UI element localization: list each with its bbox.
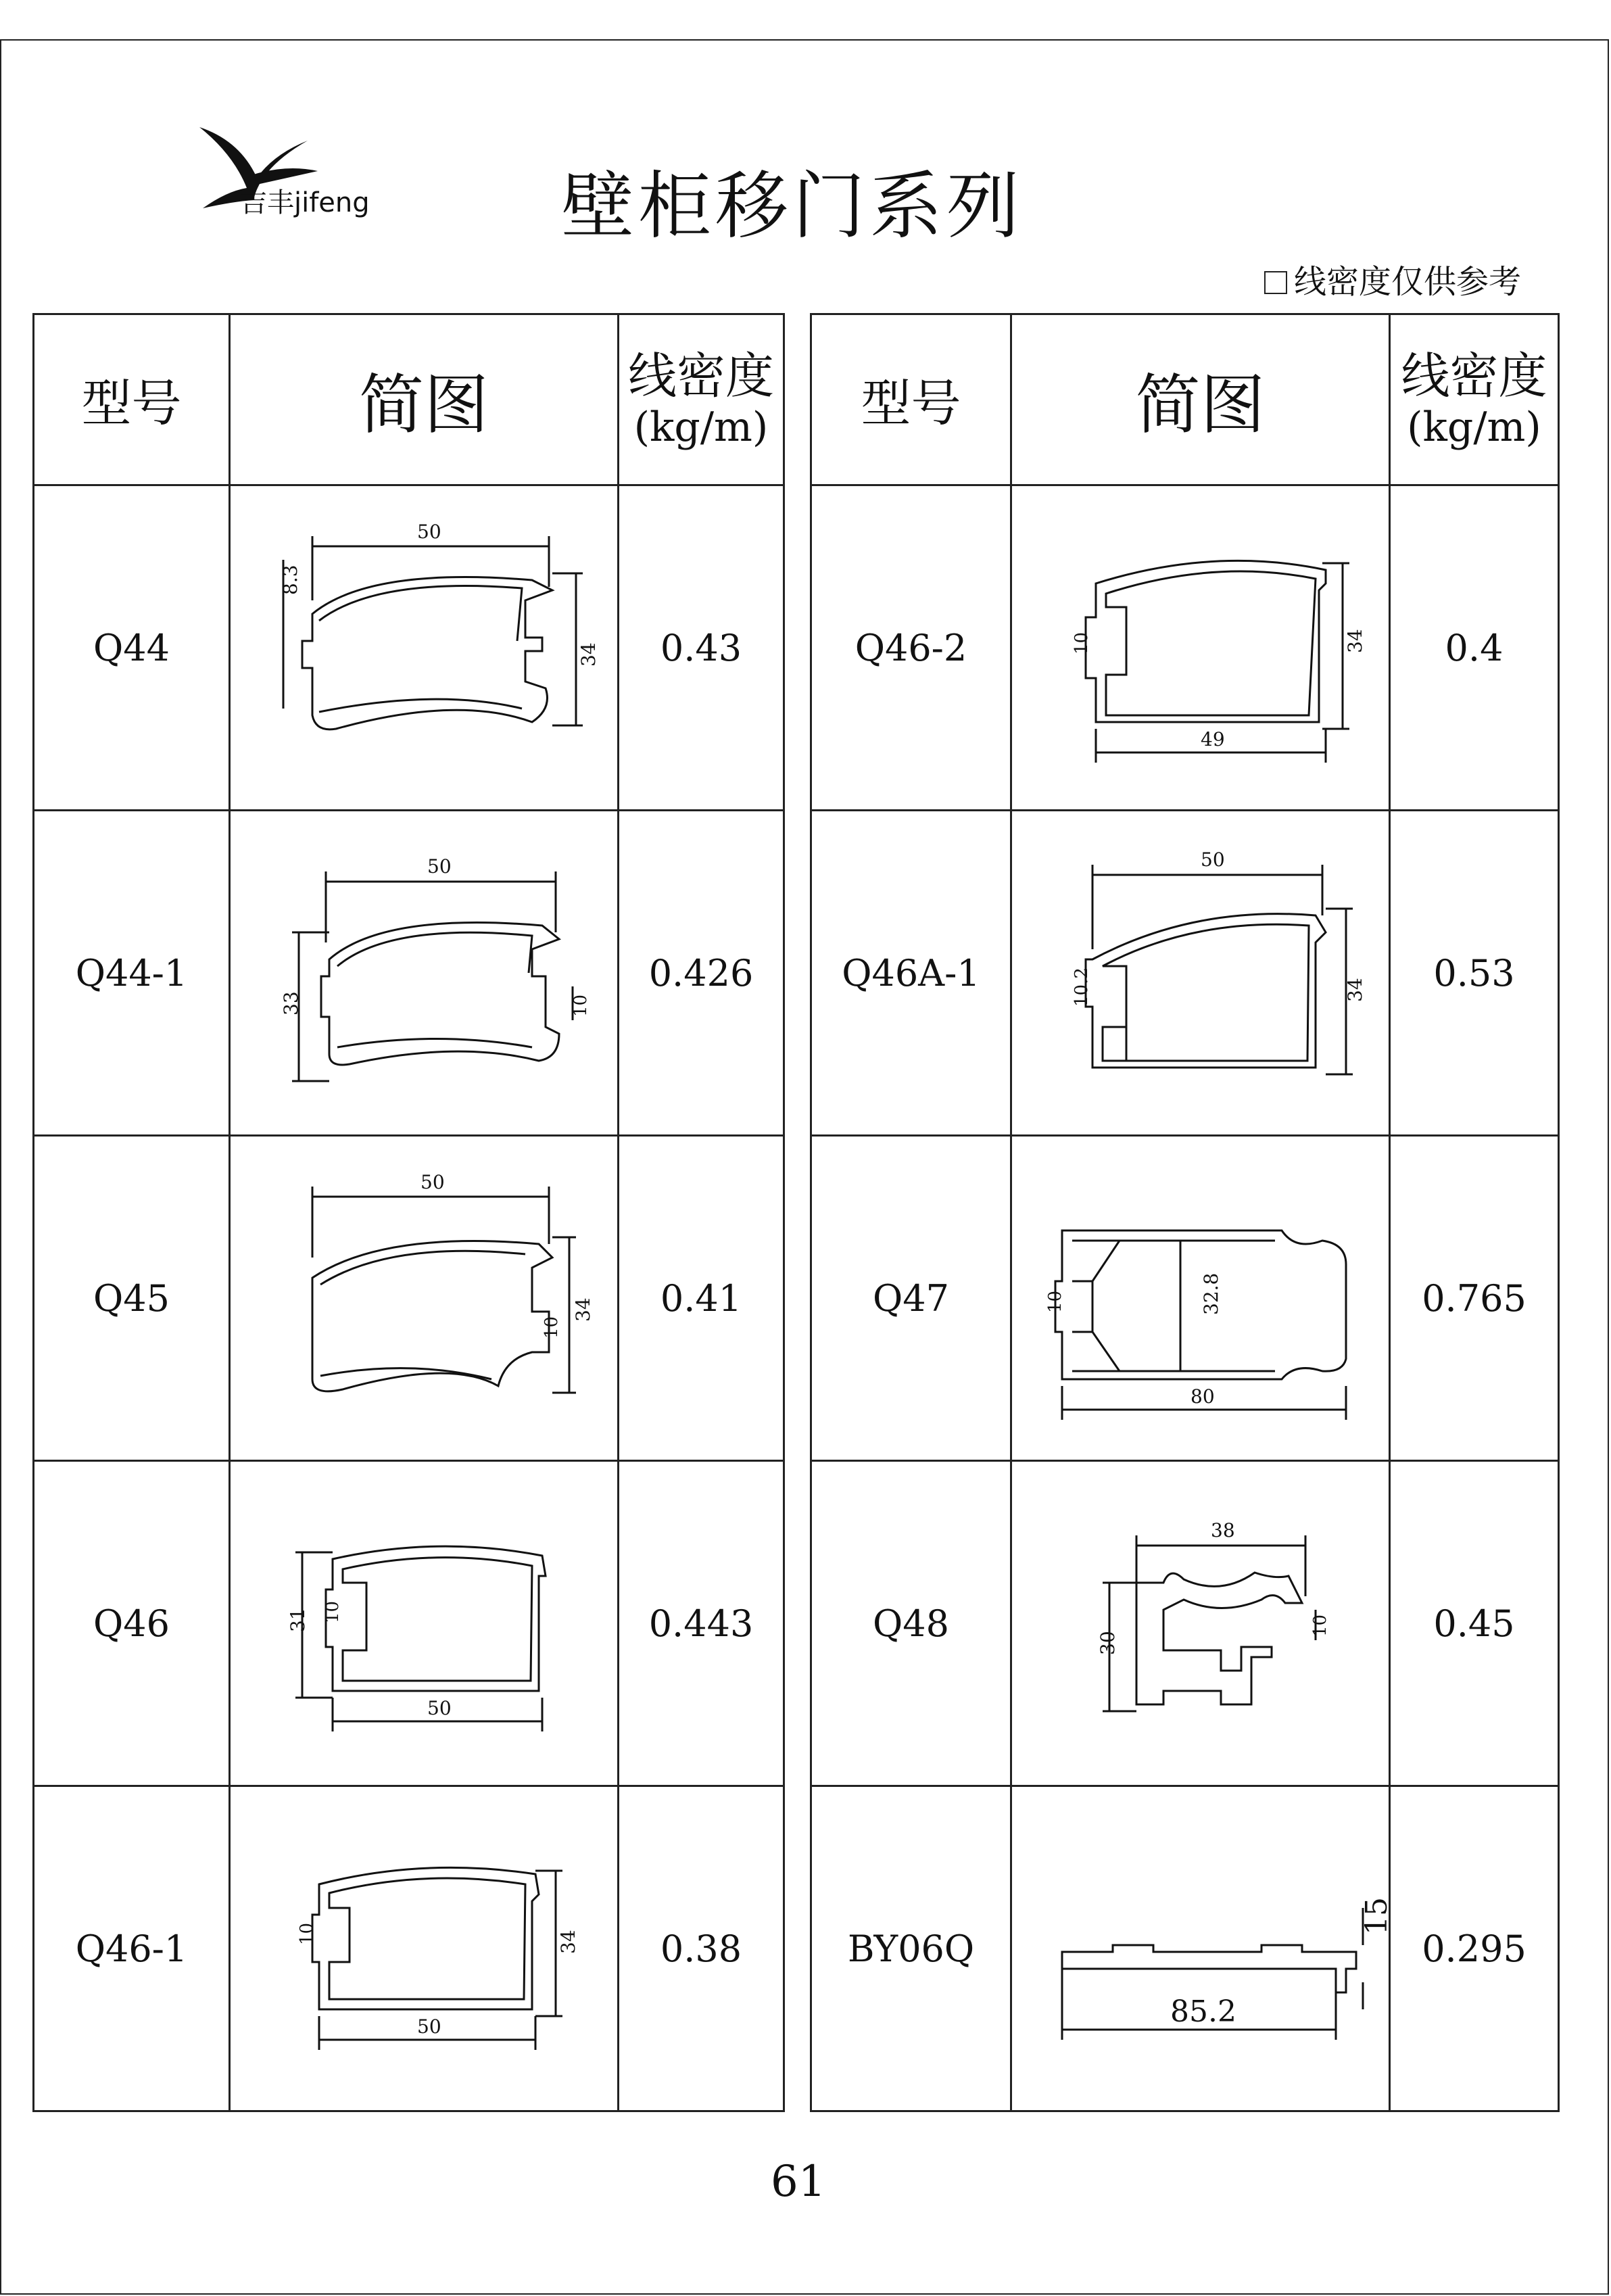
svg-text:50: 50 [420,1171,445,1193]
header-sketch: 简图 [1011,314,1390,485]
svg-text:10: 10 [542,1316,562,1339]
page-number: 61 [771,2157,826,2207]
sketch-cell [1011,485,1390,811]
svg-text:80: 80 [1190,1385,1215,1408]
svg-text:31: 31 [287,1608,309,1632]
model-cell: Q46-1 [34,1786,230,2111]
density-cell: 0.4 [1390,485,1559,811]
svg-text:10: 10 [1309,1614,1330,1637]
profile-sketch-by06q [1018,1807,1394,2090]
svg-text:10: 10 [1044,1290,1065,1313]
density-note [1264,256,1521,302]
profile-sketch-q46-1 [235,1807,613,2090]
header-density: 线密度 (kg/m) [619,314,784,485]
table-row [811,485,1559,811]
svg-text:34: 34 [1343,629,1366,653]
model-cell: Q45 [34,1136,230,1461]
svg-text:15: 15 [1359,1897,1394,1935]
model-cell: Q46 [34,1461,230,1786]
density-cell: 0.765 [1390,1136,1559,1461]
svg-text:10: 10 [1071,631,1092,654]
spec-table-left [32,313,785,2112]
profile-sketch-q44 [235,506,613,790]
density-cell: 0.426 [619,811,784,1136]
density-cell: 0.295 [1390,1786,1559,2111]
model-cell: Q48 [811,1461,1011,1786]
table-row [811,1786,1559,2111]
svg-text:38: 38 [1210,1519,1235,1541]
table-header [34,314,784,485]
sketch-cell [230,1786,619,2111]
svg-text:8.3: 8.3 [279,565,302,595]
svg-text:50: 50 [427,855,452,878]
profile-sketch-q48 [1018,1481,1383,1765]
sketch-cell [1011,811,1390,1136]
header-sketch: 简图 [230,314,619,485]
svg-text:85.2: 85.2 [1170,1994,1236,2029]
page-title: 壁柜移门系列 [561,164,1024,249]
density-cell: 0.53 [1390,811,1559,1136]
logo-text: 吉丰jifeng [240,187,370,218]
density-cell: 0.443 [619,1461,784,1786]
svg-text:10: 10 [571,994,591,1017]
spec-table-right [810,313,1560,2112]
svg-text:50: 50 [417,2015,441,2038]
model-cell: Q44 [34,485,230,811]
svg-text:34: 34 [572,1297,594,1322]
svg-text:10.2: 10.2 [1071,967,1092,1007]
table-row [34,1461,784,1786]
profile-sketch-q44-1 [235,831,613,1115]
sketch-cell [230,485,619,811]
sketch-cell [230,1136,619,1461]
header-model: 型号 [34,314,230,485]
svg-text:30: 30 [1096,1631,1119,1655]
svg-text:34: 34 [557,1930,579,1954]
profile-sketch-q46 [235,1481,613,1765]
table-row [34,1136,784,1461]
svg-text:34: 34 [577,642,600,667]
profile-sketch-q45 [235,1156,613,1440]
density-cell: 0.43 [619,485,784,811]
header-density: 线密度 (kg/m) [1390,314,1559,485]
profile-sketch-q46-2 [1018,506,1383,790]
sketch-cell [1011,1136,1390,1461]
svg-text:49: 49 [1200,728,1225,750]
svg-text:34: 34 [1343,978,1366,1002]
svg-text:50: 50 [1200,848,1225,871]
svg-text:10: 10 [297,1922,317,1945]
profile-sketch-q47 [1018,1156,1383,1440]
svg-text:50: 50 [417,521,441,543]
sketch-cell [230,811,619,1136]
model-cell: BY06Q [811,1786,1011,2111]
model-cell: Q44-1 [34,811,230,1136]
profile-sketch-q46a-1 [1018,831,1383,1115]
svg-text:33: 33 [280,991,302,1015]
sketch-cell [230,1461,619,1786]
table-row [811,1136,1559,1461]
density-cell: 0.41 [619,1136,784,1461]
sketch-cell [1011,1461,1390,1786]
header-model: 型号 [811,314,1011,485]
model-cell: Q47 [811,1136,1011,1461]
table-row [34,485,784,811]
table-row [34,1786,784,2111]
sketch-cell [1011,1786,1394,2111]
model-cell: Q46A-1 [811,811,1011,1136]
table-row [811,1461,1559,1786]
table-row [34,811,784,1136]
table-row [811,811,1559,1136]
density-cell: 0.45 [1390,1461,1559,1786]
table-header [811,314,1559,485]
svg-text:10: 10 [322,1600,343,1623]
svg-text:32.8: 32.8 [1199,1272,1222,1315]
model-cell: Q46-2 [811,485,1011,811]
note-text: 线密度仅供参考 [1294,263,1522,301]
svg-text:50: 50 [427,1697,452,1719]
checkbox-icon [1264,271,1287,294]
density-cell: 0.38 [619,1786,784,2111]
